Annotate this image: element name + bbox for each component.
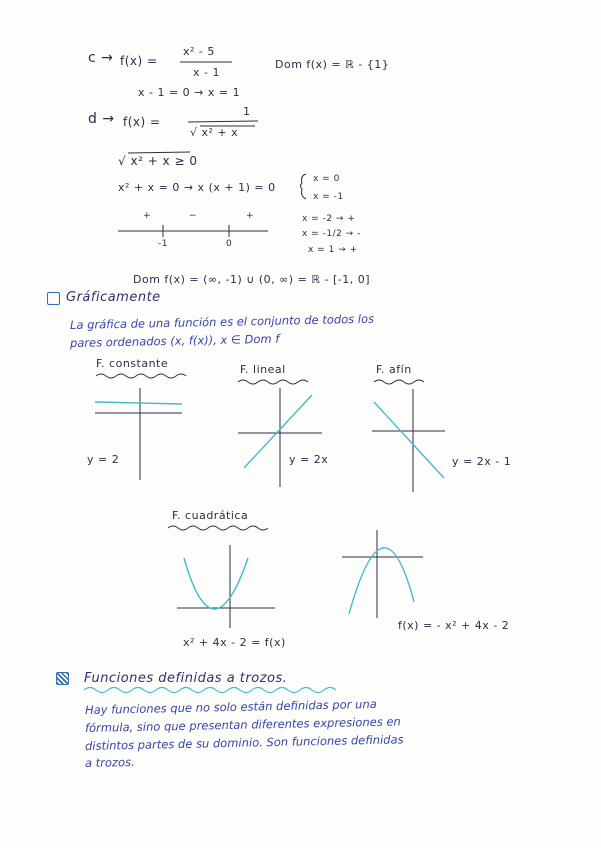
graph-constante (95, 388, 182, 480)
graph-eq-constante: y = 2 (87, 453, 120, 466)
d-root2: x = -1 (313, 192, 344, 202)
graph-cuadratica-down (342, 530, 423, 618)
sign-plus-left: + (143, 211, 152, 221)
trozos-heading: Funciones definidas a trozos. (84, 671, 288, 686)
trozos-line1: Hay funciones que no solo están definidas por una (84, 696, 377, 717)
graph-cuadratica-up (177, 545, 275, 628)
graficamente-line2: pares ordenados (x, f(x)), x ∈ Dom f (69, 331, 280, 350)
d-denominator: √ x² + x (190, 126, 239, 139)
trozos-line3: distintos partes de su dominio. Son funciones definidas (84, 732, 404, 753)
tick-label-0: 0 (226, 239, 233, 249)
c-numerator: x² - 5 (183, 45, 215, 58)
graph-afin (372, 389, 445, 492)
sign-minus: − (189, 211, 198, 221)
trozos-line4: a trozos. (84, 754, 135, 770)
graph-title-lineal: F. lineal (240, 363, 286, 376)
test-point-1: x = -2 → + (302, 214, 356, 224)
c-step: x - 1 = 0 → x = 1 (138, 86, 241, 99)
sign-plus-right: + (246, 211, 255, 221)
d-fx: f(x) = (123, 115, 161, 129)
graph-title-cuadratica: F. cuadrática (172, 509, 249, 522)
test-point-3: x = 1 → + (308, 245, 358, 255)
graph-eq-cuadratica-1: x² + 4x - 2 = f(x) (183, 636, 286, 649)
c-fx: f(x) = (120, 54, 158, 68)
graficamente-line1: La gráfica de una función es el conjunto de todos los (69, 311, 375, 332)
graficamente-heading: Gráficamente (66, 290, 161, 305)
d-factor: x² + x = 0 → x (x + 1) = 0 (118, 181, 276, 194)
graph-title-constante: F. constante (96, 357, 169, 370)
graph-eq-lineal: y = 2x (289, 453, 329, 466)
c-denominator: x - 1 (193, 66, 220, 79)
graph-lineal (238, 388, 322, 487)
test-point-2: x = -1/2 → - (302, 229, 361, 239)
c-label: c → (88, 50, 114, 66)
d-domain: Dom f(x) = (∞, -1) ∪ (0, ∞) = ℝ - [-1, 0] (133, 273, 371, 286)
trozos-line2: fórmula, sino que presentan diferentes expresiones en (84, 714, 401, 735)
d-fraction-bar (188, 121, 258, 122)
d-inequality: √ x² + x ≥ 0 (118, 154, 198, 168)
graph-eq-cuadratica-2: f(x) = - x² + 4x - 2 (398, 619, 510, 632)
d-label: d → (88, 111, 115, 127)
tick-label-minus1: -1 (158, 239, 168, 249)
c-domain: Dom f(x) = ℝ - {1} (275, 58, 390, 71)
graph-eq-afin: y = 2x - 1 (452, 455, 512, 468)
d-root1: x = 0 (313, 174, 340, 184)
graph-title-afin: F. afín (376, 363, 412, 376)
d-numerator: 1 (243, 105, 251, 118)
